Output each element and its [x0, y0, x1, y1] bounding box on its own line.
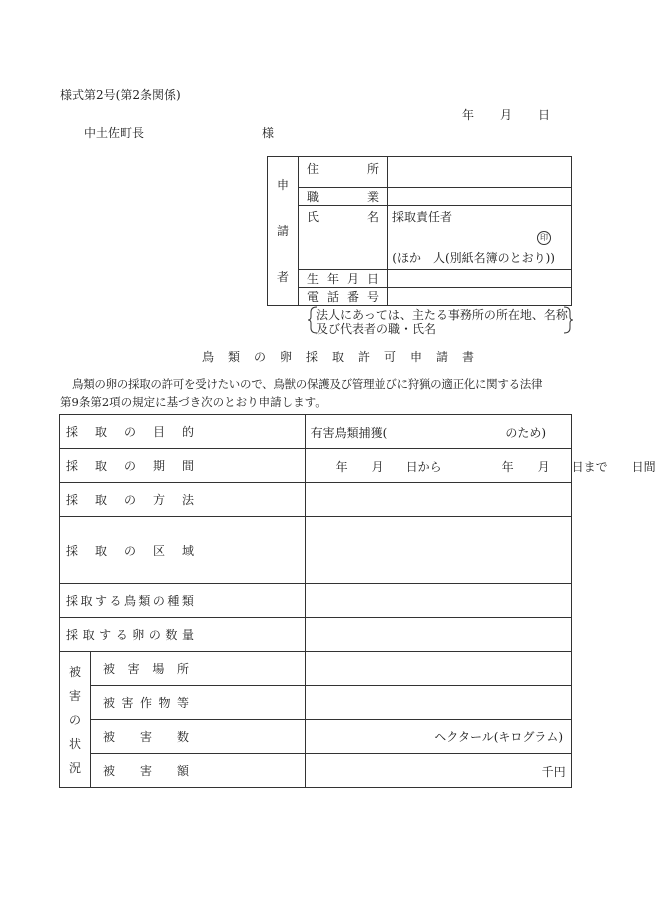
purpose-label-cell — [60, 415, 306, 449]
date-month-label: 月 — [500, 108, 513, 122]
occupation-label-cell — [299, 188, 388, 206]
occupation-field[interactable] — [388, 188, 572, 206]
name-label: 氏 名 — [307, 210, 379, 224]
damage-amount-unit: ヘクタール(キログラム) — [434, 730, 563, 744]
birthdate-label-cell — [299, 270, 388, 288]
damage-crops-label: 被 害 作 物 等 — [103, 696, 189, 710]
purpose-prefix: 有害鳥類捕獲( — [310, 426, 388, 440]
damage-amount-row — [60, 720, 572, 754]
intro-line-2: 第9条第2項の規定に基づき次のとおり申請します。 — [60, 395, 327, 409]
damage-side-char: 被 — [68, 664, 81, 679]
date-year-label: 年 — [462, 108, 475, 122]
period-to-year: 年 — [501, 460, 514, 474]
phone-label: 電 話 番 号 — [307, 290, 379, 304]
damage-value-row — [60, 754, 572, 788]
species-label: 採 取 す る 鳥 類 の 種 類 — [66, 594, 194, 608]
phone-field[interactable] — [388, 288, 572, 306]
method-label: 採 取 の 方 法 — [66, 493, 194, 507]
species-label-cell — [60, 584, 306, 618]
period-label: 採 取 の 期 間 — [66, 459, 194, 473]
purpose-label: 採 取 の 目 的 — [66, 425, 194, 439]
damage-value-label-cell — [91, 754, 306, 788]
applicant-side-char: 請 — [276, 224, 289, 238]
damage-side-char: 況 — [68, 760, 81, 775]
birthdate-field[interactable] — [388, 270, 572, 288]
period-from-day: 日から — [405, 460, 442, 474]
period-from-month: 月 — [371, 460, 384, 474]
addressee-honorific: 様 — [262, 126, 275, 140]
damage-amount-field[interactable] — [305, 720, 571, 754]
applicant-side-char: 申 — [276, 178, 289, 192]
period-row — [60, 449, 572, 483]
damage-place-label-cell — [91, 652, 306, 686]
form-number: 様式第2号(第2条関係) — [60, 88, 181, 102]
application-table — [59, 414, 656, 788]
seal-mark: 印 — [537, 231, 551, 245]
damage-side-char: 状 — [68, 736, 81, 751]
damage-crops-field[interactable] — [305, 686, 571, 720]
damage-value-label: 被 害 額 — [103, 764, 189, 778]
address-label: 住 所 — [307, 162, 379, 176]
name-label-cell — [299, 206, 388, 270]
phone-label-cell — [299, 288, 388, 306]
intro-line-1: 鳥類の卵の採取の許可を受けたいので、鳥獣の保護及び管理並びに狩猟の適正化に関する法律 — [72, 377, 543, 391]
area-field[interactable] — [305, 517, 571, 584]
egg-count-field[interactable] — [305, 618, 571, 652]
address-field[interactable] — [388, 157, 572, 188]
applicant-side-char: 者 — [276, 270, 289, 284]
date-day-label: 日 — [538, 108, 551, 122]
damage-side-label — [60, 652, 91, 788]
purpose-field[interactable] — [305, 415, 571, 449]
others-note: (ほか 人(別紙名簿のとおり)) — [392, 251, 555, 265]
period-days: 日間 — [631, 460, 656, 474]
method-row — [60, 483, 572, 517]
corp-note-line2: 及び代表者の職・氏名 — [316, 322, 437, 336]
damage-value-unit: 千円 — [541, 765, 566, 779]
period-field[interactable] — [305, 449, 656, 483]
method-label-cell — [60, 483, 306, 517]
name-value: 採取責任者 — [392, 210, 453, 224]
damage-place-row — [60, 652, 572, 686]
address-label-cell — [299, 157, 388, 188]
damage-value-field[interactable] — [305, 754, 571, 788]
damage-side-char: の — [68, 712, 81, 727]
addressee: 中土佐町長 — [84, 126, 145, 140]
corp-note-line1: 法人にあっては、主たる事務所の所在地、名称 — [316, 308, 568, 322]
egg-count-label: 採 取 す る 卵 の 数 量 — [66, 628, 194, 642]
damage-place-label: 被 害 場 所 — [103, 662, 189, 676]
occupation-label: 職 業 — [307, 190, 379, 204]
period-to-month: 月 — [537, 460, 550, 474]
birthdate-label: 生 年 月 日 — [307, 272, 379, 286]
applicant-table — [267, 156, 572, 306]
species-field[interactable] — [305, 584, 571, 618]
damage-amount-label: 被 害 数 — [103, 730, 189, 744]
damage-crops-label-cell — [91, 686, 306, 720]
area-row — [60, 517, 572, 584]
damage-crops-row — [60, 686, 572, 720]
area-label-cell — [60, 517, 306, 584]
damage-side-char: 害 — [68, 688, 81, 703]
method-field[interactable] — [305, 483, 571, 517]
period-from-year: 年 — [335, 460, 348, 474]
egg-count-row — [60, 618, 572, 652]
purpose-suffix: のため) — [505, 426, 546, 440]
species-row — [60, 584, 572, 618]
egg-count-label-cell — [60, 618, 306, 652]
purpose-row — [60, 415, 572, 449]
document-title: 鳥類の卵採取許可申請書 — [202, 350, 489, 364]
period-label-cell — [60, 449, 306, 483]
period-to-day: 日まで — [571, 460, 608, 474]
area-label: 採 取 の 区 域 — [66, 543, 194, 558]
name-field[interactable] — [388, 206, 572, 270]
right-brace-icon — [563, 306, 573, 334]
damage-place-field[interactable] — [305, 652, 571, 686]
applicant-side-label — [268, 157, 299, 306]
damage-amount-label-cell — [91, 720, 306, 754]
